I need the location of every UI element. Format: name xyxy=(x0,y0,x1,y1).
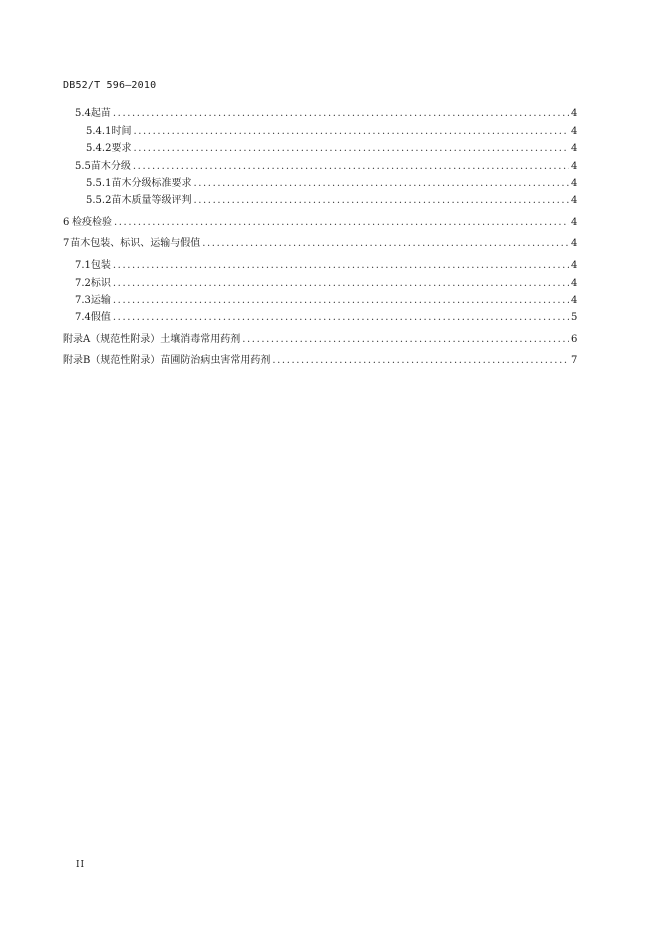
toc-number: 7.4 xyxy=(75,312,91,323)
toc-leader xyxy=(193,177,569,191)
toc-number: 7.1 xyxy=(75,260,91,271)
toc-title: 苗木分级 xyxy=(90,161,131,172)
toc-page-number: 4 xyxy=(571,108,578,119)
toc-title: 苗木质量等级评判 xyxy=(111,195,192,206)
toc-number: 5.4.1 xyxy=(86,126,112,137)
toc-leader xyxy=(193,194,569,208)
toc-leader xyxy=(113,277,569,291)
toc-title: 苗圃防治病虫害常用药剂 xyxy=(160,355,271,366)
toc-page-number: 4 xyxy=(571,126,578,137)
toc-title: 时间 xyxy=(111,126,132,137)
toc-leader xyxy=(113,294,569,308)
toc-leader xyxy=(202,237,569,251)
toc-entry-7[interactable] xyxy=(63,237,577,251)
toc-leader xyxy=(272,354,569,368)
toc-page-number: 4 xyxy=(571,217,578,228)
toc-number: 5.4 xyxy=(75,108,91,119)
toc-leader xyxy=(113,107,569,121)
toc-page-number: 4 xyxy=(571,195,578,206)
toc-entry-5-4-2[interactable] xyxy=(86,142,577,156)
toc-leader xyxy=(133,142,569,156)
toc-number: 5.5.1 xyxy=(86,178,112,189)
toc-number: 7.3 xyxy=(75,295,91,306)
toc-leader xyxy=(113,311,569,325)
toc-page-number: 4 xyxy=(571,260,578,271)
toc-number: 附录A（规范性附录） xyxy=(63,334,161,345)
toc-title: 运输 xyxy=(90,295,111,306)
document-code: DB52/T 596—2010 xyxy=(63,80,157,91)
toc-page-number: 4 xyxy=(571,161,578,172)
toc-leader xyxy=(113,259,569,273)
toc-number: 5.5.2 xyxy=(86,195,112,206)
toc-entry-5-4[interactable] xyxy=(75,107,577,121)
toc-entry-7-2[interactable] xyxy=(75,277,577,291)
toc-title: 包装 xyxy=(90,260,111,271)
toc-leader xyxy=(133,125,569,139)
toc-title: 苗木包装、标识、运输与假值 xyxy=(70,238,201,249)
toc-number: 7.2 xyxy=(75,278,91,289)
toc-entry-7-4[interactable] xyxy=(75,311,577,325)
toc-entry-7-3[interactable] xyxy=(75,294,577,308)
toc-number: 5.5 xyxy=(75,161,91,172)
toc-title: 起苗 xyxy=(90,108,111,119)
toc-title: 苗木分级标准要求 xyxy=(111,178,192,189)
toc-number: 5.4.2 xyxy=(86,143,112,154)
toc-entry-7-1[interactable] xyxy=(75,259,577,273)
toc-page-number: 4 xyxy=(571,143,578,154)
toc-page-number: 5 xyxy=(571,312,578,323)
toc-entry-5-5[interactable] xyxy=(75,160,577,174)
toc-entry-appendix-b[interactable] xyxy=(63,354,577,368)
toc-page-number: 4 xyxy=(571,295,578,306)
toc-leader xyxy=(114,216,569,230)
toc-page-number: 4 xyxy=(571,238,578,249)
toc-title: 标识 xyxy=(90,278,111,289)
toc-entry-5-5-1[interactable] xyxy=(86,177,577,191)
toc-title: 检疫检验 xyxy=(72,217,112,228)
toc-page-number: 4 xyxy=(571,278,578,289)
toc-leader xyxy=(133,160,569,174)
toc-number: 6 xyxy=(63,217,70,228)
toc-entry-5-4-1[interactable] xyxy=(86,125,577,139)
toc-entry-6[interactable] xyxy=(63,216,577,230)
toc-number: 附录B（规范性附录） xyxy=(63,355,161,366)
toc-title: 假值 xyxy=(90,312,111,323)
toc-page-number: 4 xyxy=(571,178,578,189)
toc-entry-5-5-2[interactable] xyxy=(86,194,577,208)
toc-page-number: 7 xyxy=(571,355,578,366)
toc-number: 7 xyxy=(63,238,70,249)
page-number-footer: II xyxy=(76,860,86,870)
toc-page-number: 6 xyxy=(571,334,578,345)
toc-entry-appendix-a[interactable] xyxy=(63,333,577,347)
toc-title: 土壤消毒常用药剂 xyxy=(160,334,241,345)
toc-title: 要求 xyxy=(111,143,132,154)
toc-leader xyxy=(242,333,569,347)
